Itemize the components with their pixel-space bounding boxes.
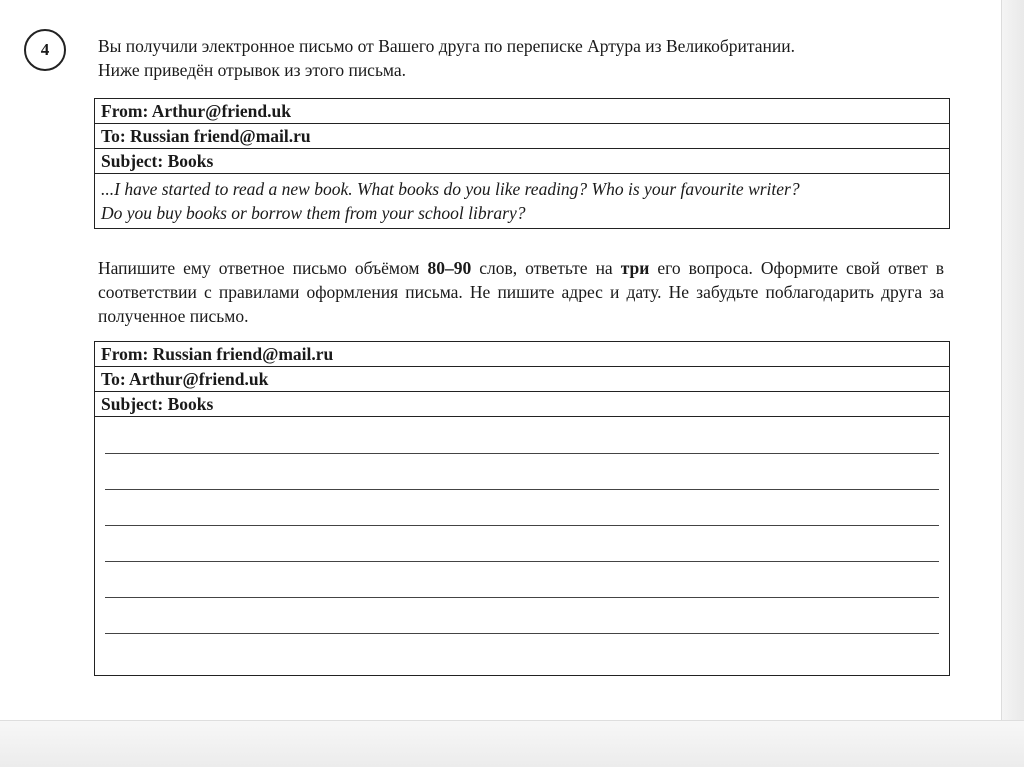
task-intro [98, 34, 958, 82]
incoming-letter-box [94, 98, 950, 229]
writing-line [105, 453, 939, 454]
writing-line [105, 633, 939, 634]
page-edge-bottom [0, 720, 1024, 767]
letter-body-line-2: Do you buy books or borrow them from your school library? [101, 203, 526, 223]
reply-subject: Subject: Books [95, 392, 949, 417]
writing-line [105, 489, 939, 490]
word-count: 80–90 [427, 258, 472, 278]
writing-line [105, 597, 939, 598]
page-edge-right [1001, 0, 1024, 767]
task-number-badge [24, 29, 66, 71]
instructions-part-3: его вопроса. Оформите свой ответ в соответствии с правилами оформления письма. Не пишите адрес и дату. Не забудьте поблагодарить друга за полученное письмо. [98, 258, 944, 326]
intro-line-1: Вы получили электронное письмо от Вашего друга по переписке Артура из Великобритании. [98, 36, 795, 56]
intro-line-2: Ниже приведён отрывок из этого письма. [98, 60, 407, 80]
incoming-subject: Subject: Books [95, 149, 949, 174]
instructions-part-2: слов, ответьте на [471, 258, 621, 278]
task-number: 4 [40, 40, 50, 59]
reply-from: From: Russian friend@mail.ru [95, 342, 949, 367]
questions-count: три [620, 258, 650, 278]
incoming-from: From: Arthur@friend.uk [95, 99, 949, 124]
writing-line [105, 525, 939, 526]
incoming-to: To: Russian friend@mail.ru [95, 124, 949, 149]
letter-body-line-1: ...I have started to read a new book. What books do you like reading? Who is your favourite writer? [101, 179, 800, 199]
reply-to: To: Arthur@friend.uk [95, 367, 949, 392]
reply-writing-area[interactable] [95, 417, 949, 675]
instructions-part-1: Напишите ему ответное письмо объёмом [98, 258, 428, 278]
incoming-letter-body [95, 174, 949, 228]
reply-letter-box [94, 341, 950, 676]
task-instructions [98, 256, 944, 328]
writing-line [105, 561, 939, 562]
